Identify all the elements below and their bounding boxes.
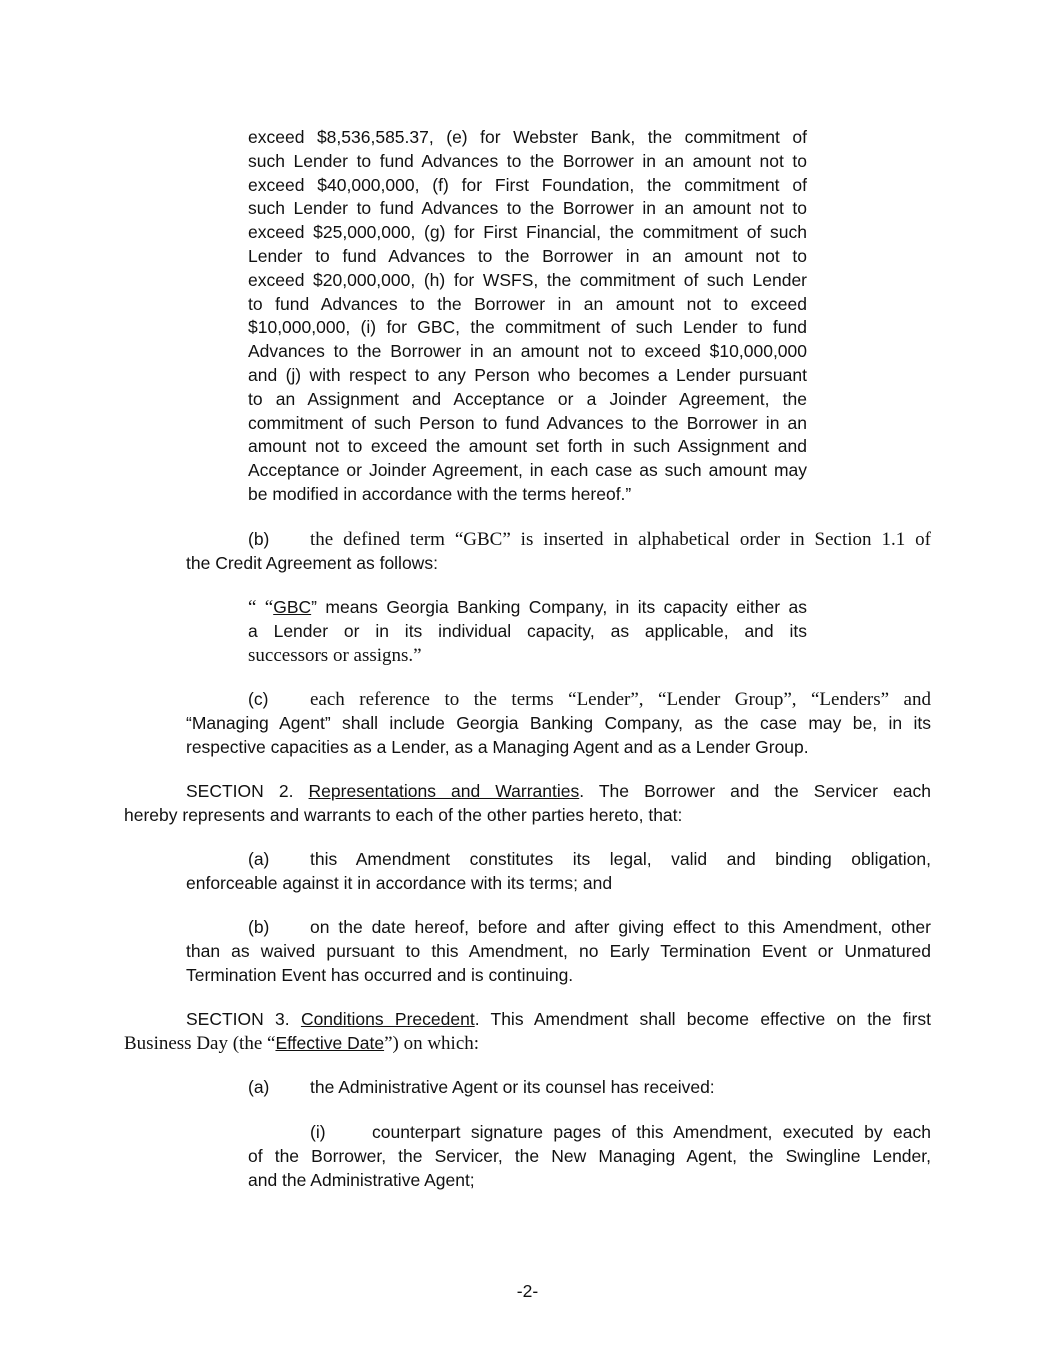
- quote-line: Lender to fund Advances to the Borrower in an amount not to: [248, 245, 807, 266]
- gbc-line1-rest: ” means Georgia Banking Company, in its capacity either as: [311, 597, 807, 617]
- quote-line: to an Assignment and Acceptance or a Joinder Agreement, the: [248, 388, 807, 409]
- quote-block: [248, 126, 807, 507]
- quote-line: such Lender to fund Advances to the Borrower in an amount not to: [248, 198, 807, 219]
- quote-line: such Lender to fund Advances to the Borrower in an amount not to: [248, 150, 807, 171]
- section-2-line2: hereby represents and warrants to each of the other parties hereto, that:: [124, 804, 683, 825]
- gbc-line3: successors or assigns.”: [248, 644, 422, 666]
- quote-line: Acceptance or Joinder Agreement, in each case as such amount may: [248, 460, 807, 481]
- section-3-item-a-text: the Administrative Agent or its counsel has received:: [310, 1077, 715, 1097]
- section-3-item-a-i-label: (i): [310, 1122, 326, 1142]
- gbc-line2: a Lender or in its individual capacity, as applicable, and its: [248, 620, 807, 641]
- section-3-line2-post: ”) on which:: [384, 1032, 480, 1054]
- quote-line: amount not to exceed the amount set forth in such Assignment and: [248, 436, 807, 457]
- page-number: -2-: [516, 1281, 539, 1301]
- quote-line: $10,000,000, (i) for GBC, the commitment of such Lender to fund: [248, 317, 807, 338]
- section-3-item-a-i-line1: counterpart signature pages of this Amendment, executed by each: [372, 1122, 931, 1142]
- paragraph-c: [186, 688, 931, 759]
- section-3-item-a-i-line2: of the Borrower, the Servicer, the New Managing Agent, the Swingline Lender,: [248, 1145, 931, 1166]
- section-3-item-a: [248, 1076, 931, 1100]
- section-3-item-a-i: [248, 1121, 931, 1192]
- gbc-open-quote: “ “: [248, 597, 274, 618]
- section-3-item-a-i-line3: and the Administrative Agent;: [248, 1169, 475, 1190]
- quote-line: be modified in accordance with the terms hereof.”: [248, 483, 632, 504]
- quote-line: exceed $20,000,000, (h) for WSFS, the commitment of such Lender: [248, 269, 807, 290]
- section-2-prefix: SECTION 2.: [186, 781, 294, 801]
- quote-line: exceed $40,000,000, (f) for First Foundation, the commitment of: [248, 174, 807, 195]
- paragraph-c-line3: respective capacities as a Lender, as a Managing Agent and as a Lender Group.: [186, 736, 809, 757]
- section-2-item-b-line3: Termination Event has occurred and is continuing.: [186, 964, 574, 985]
- quote-line: commitment of such Person to fund Advances to the Borrower in an: [248, 412, 807, 433]
- quote-line: and (j) with respect to any Person who becomes a Lender pursuant: [248, 364, 807, 385]
- quote-line: exceed $25,000,000, (g) for First Financial, the commitment of such: [248, 222, 807, 243]
- section-2: [124, 780, 931, 828]
- section-3-item-a-label: (a): [248, 1077, 270, 1097]
- gbc-definition: [248, 596, 807, 667]
- section-3-heading: Conditions Precedent: [300, 1009, 475, 1029]
- paragraph-c-line2: “Managing Agent” shall include Georgia Banking Company, as the case may be, in its: [186, 712, 931, 733]
- section-3: [124, 1008, 931, 1056]
- paragraph-b-label: (b): [248, 529, 270, 549]
- section-3-prefix: SECTION 3.: [186, 1009, 290, 1029]
- paragraph-b-line2: the Credit Agreement as follows:: [186, 552, 438, 573]
- section-2-item-a-line1: this Amendment constitutes its legal, valid and binding obligation,: [310, 849, 931, 869]
- section-2-item-b: [186, 916, 931, 987]
- quote-line: exceed $8,536,585.37, (e) for Webster Bank, the commitment of: [248, 127, 807, 147]
- section-2-item-b-label: (b): [248, 917, 270, 937]
- paragraph-c-line1: each reference to the terms “Lender”, “Lender Group”, “Lenders” and: [310, 689, 931, 710]
- effective-date-term: Effective Date: [275, 1032, 385, 1053]
- paragraph-c-label: (c): [248, 689, 269, 709]
- section-2-line1-rest: . The Borrower and the Servicer each: [579, 781, 931, 801]
- section-3-line2-pre: Business Day (the “: [124, 1032, 276, 1054]
- section-2-heading: Representations and Warranties: [308, 781, 580, 801]
- gbc-defined-term: GBC: [273, 597, 312, 617]
- section-2-item-a-line2: enforceable against it in accordance with its terms; and: [186, 872, 613, 893]
- section-2-item-b-line1: on the date hereof, before and after giving effect to this Amendment, other: [310, 917, 931, 937]
- section-2-item-a: [186, 848, 931, 896]
- section-3-line1-rest: . This Amendment shall become effective on the first: [474, 1009, 931, 1029]
- quote-line: to fund Advances to the Borrower in an amount not to exceed: [248, 293, 807, 314]
- section-2-item-a-label: (a): [248, 849, 270, 869]
- paragraph-b: [186, 528, 931, 576]
- quote-line: Advances to the Borrower in an amount not to exceed $10,000,000: [248, 341, 807, 362]
- section-2-item-b-line2: than as waived pursuant to this Amendment, no Early Termination Event or Unmatured: [186, 940, 931, 961]
- paragraph-b-line1: the defined term “GBC” is inserted in alphabetical order in Section 1.1 of: [310, 529, 931, 550]
